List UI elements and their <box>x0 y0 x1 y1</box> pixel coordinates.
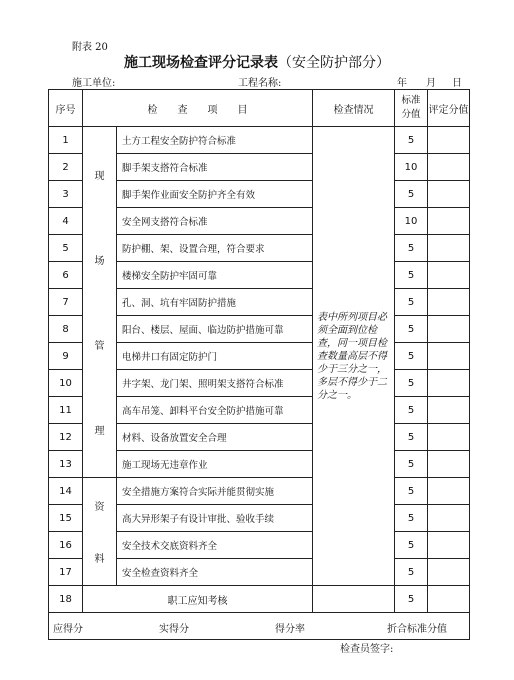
row-standard: 5 <box>395 424 428 451</box>
row-score[interactable] <box>428 181 470 208</box>
row-number: 5 <box>49 235 83 262</box>
row-number: 1 <box>49 127 83 154</box>
category-char: 料 <box>94 554 105 565</box>
category-char: 资 <box>94 502 105 513</box>
row-standard: 5 <box>395 316 428 343</box>
row-standard: 5 <box>395 181 428 208</box>
row-status-empty[interactable] <box>313 586 395 613</box>
row-standard: 10 <box>395 208 428 235</box>
row-item: 脚手架作业面安全防护齐全有效 <box>117 181 313 208</box>
row-number: 9 <box>49 343 83 370</box>
row-number: 15 <box>49 505 83 532</box>
converted-score-label: 折合标准分值 <box>387 624 447 635</box>
row-number: 4 <box>49 208 83 235</box>
actual-score-label: 实得分 <box>159 624 189 635</box>
row-number: 16 <box>49 532 83 559</box>
summary-row <box>49 613 470 640</box>
row-item: 安全检查资料齐全 <box>117 559 313 586</box>
category-documents <box>83 478 117 586</box>
header-score: 评定分值 <box>428 90 470 127</box>
inspection-status-note: 表中所列项目必须全面到位检查，同一项目检查数量高层不得少于三分之一，多层不得少于二分之一。 <box>313 127 395 586</box>
category-char: 现 <box>94 171 105 182</box>
row-score[interactable] <box>428 532 470 559</box>
row-item: 安全网支搭符合标准 <box>117 208 313 235</box>
row-number: 8 <box>49 316 83 343</box>
row-item: 井字架、龙门架、照明架支搭符合标准 <box>117 370 313 397</box>
row-standard: 5 <box>395 289 428 316</box>
row-score[interactable] <box>428 208 470 235</box>
table-row <box>49 127 470 154</box>
row-item: 安全措施方案符合实际并能贯彻实施 <box>117 478 313 505</box>
row-score[interactable] <box>428 370 470 397</box>
score-rate-label: 得分率 <box>275 624 305 635</box>
row-item: 电梯井口有固定防护门 <box>117 343 313 370</box>
date-day-label: 日 <box>452 78 462 89</box>
category-char: 管 <box>94 341 105 352</box>
row-item: 施工现场无违章作业 <box>117 451 313 478</box>
row-number: 18 <box>49 586 83 613</box>
row-standard: 5 <box>395 262 428 289</box>
row-number: 2 <box>49 154 83 181</box>
row-item: 高车吊笼、卸料平台安全防护措施可靠 <box>117 397 313 424</box>
header-item: 检 查 项 目 <box>83 90 313 127</box>
row-standard: 5 <box>395 451 428 478</box>
date-month-label: 月 <box>426 78 436 89</box>
header-no: 序号 <box>49 90 83 127</box>
row-number: 6 <box>49 262 83 289</box>
row-standard: 5 <box>395 235 428 262</box>
title-main: 施工现场检查评分记录表 <box>124 55 278 71</box>
row-score[interactable] <box>428 586 470 613</box>
row-item: 安全技术交底资料齐全 <box>117 532 313 559</box>
row-item: 高大异形架子有设计审批、验收手续 <box>117 505 313 532</box>
header-status: 检查情况 <box>313 90 395 127</box>
row-standard: 5 <box>395 532 428 559</box>
row-standard: 5 <box>395 127 428 154</box>
row-number: 13 <box>49 451 83 478</box>
inspector-signature-label: 检查员签字: <box>340 644 394 655</box>
row-number: 3 <box>49 181 83 208</box>
row-item: 楼梯安全防护牢固可靠 <box>117 262 313 289</box>
header-row <box>49 90 470 127</box>
row-score[interactable] <box>428 127 470 154</box>
row-score[interactable] <box>428 316 470 343</box>
row-standard: 5 <box>395 505 428 532</box>
row-item: 阳台、楼层、屋面、临边防护措施可靠 <box>117 316 313 343</box>
row-score[interactable] <box>428 397 470 424</box>
row-number: 14 <box>49 478 83 505</box>
date-year-label: 年 <box>397 78 407 89</box>
row-score[interactable] <box>428 505 470 532</box>
table-row <box>49 586 470 613</box>
page-title <box>0 52 514 72</box>
row-number: 12 <box>49 424 83 451</box>
row-standard: 5 <box>395 586 428 613</box>
row-number: 10 <box>49 370 83 397</box>
row-score[interactable] <box>428 559 470 586</box>
row-score[interactable] <box>428 451 470 478</box>
row-number: 17 <box>49 559 83 586</box>
row-score[interactable] <box>428 343 470 370</box>
header-standard: 标准分值 <box>395 90 428 127</box>
construction-unit-label: 施工单位: <box>72 78 116 89</box>
row-score[interactable] <box>428 478 470 505</box>
row-item: 材料、设备放置安全合理 <box>117 424 313 451</box>
row-score[interactable] <box>428 289 470 316</box>
row-standard: 5 <box>395 559 428 586</box>
category-char: 场 <box>94 256 105 267</box>
row-standard: 5 <box>395 343 428 370</box>
row-score[interactable] <box>428 424 470 451</box>
row-score[interactable] <box>428 262 470 289</box>
row-score[interactable] <box>428 235 470 262</box>
table-row <box>49 478 470 505</box>
row-score[interactable] <box>428 154 470 181</box>
row-item: 孔、洞、坑有牢固防护措施 <box>117 289 313 316</box>
project-name-label: 工程名称: <box>238 78 282 89</box>
category-site-management <box>83 127 117 478</box>
should-score-label: 应得分 <box>53 624 83 635</box>
title-subtitle: （安全防护部分） <box>278 55 390 71</box>
appendix-number: 附表 20 <box>72 42 108 53</box>
category-char: 理 <box>94 426 105 437</box>
row-standard: 5 <box>395 370 428 397</box>
row-standard: 10 <box>395 154 428 181</box>
row-item: 防护棚、架、设置合理，符合要求 <box>117 235 313 262</box>
row-item: 脚手架支搭符合标准 <box>117 154 313 181</box>
row-standard: 5 <box>395 478 428 505</box>
row-item: 土方工程安全防护符合标准 <box>117 127 313 154</box>
inspection-score-table <box>48 89 470 640</box>
row-number: 7 <box>49 289 83 316</box>
row-standard: 5 <box>395 397 428 424</box>
row-item: 职工应知考核 <box>83 586 313 613</box>
row-number: 11 <box>49 397 83 424</box>
